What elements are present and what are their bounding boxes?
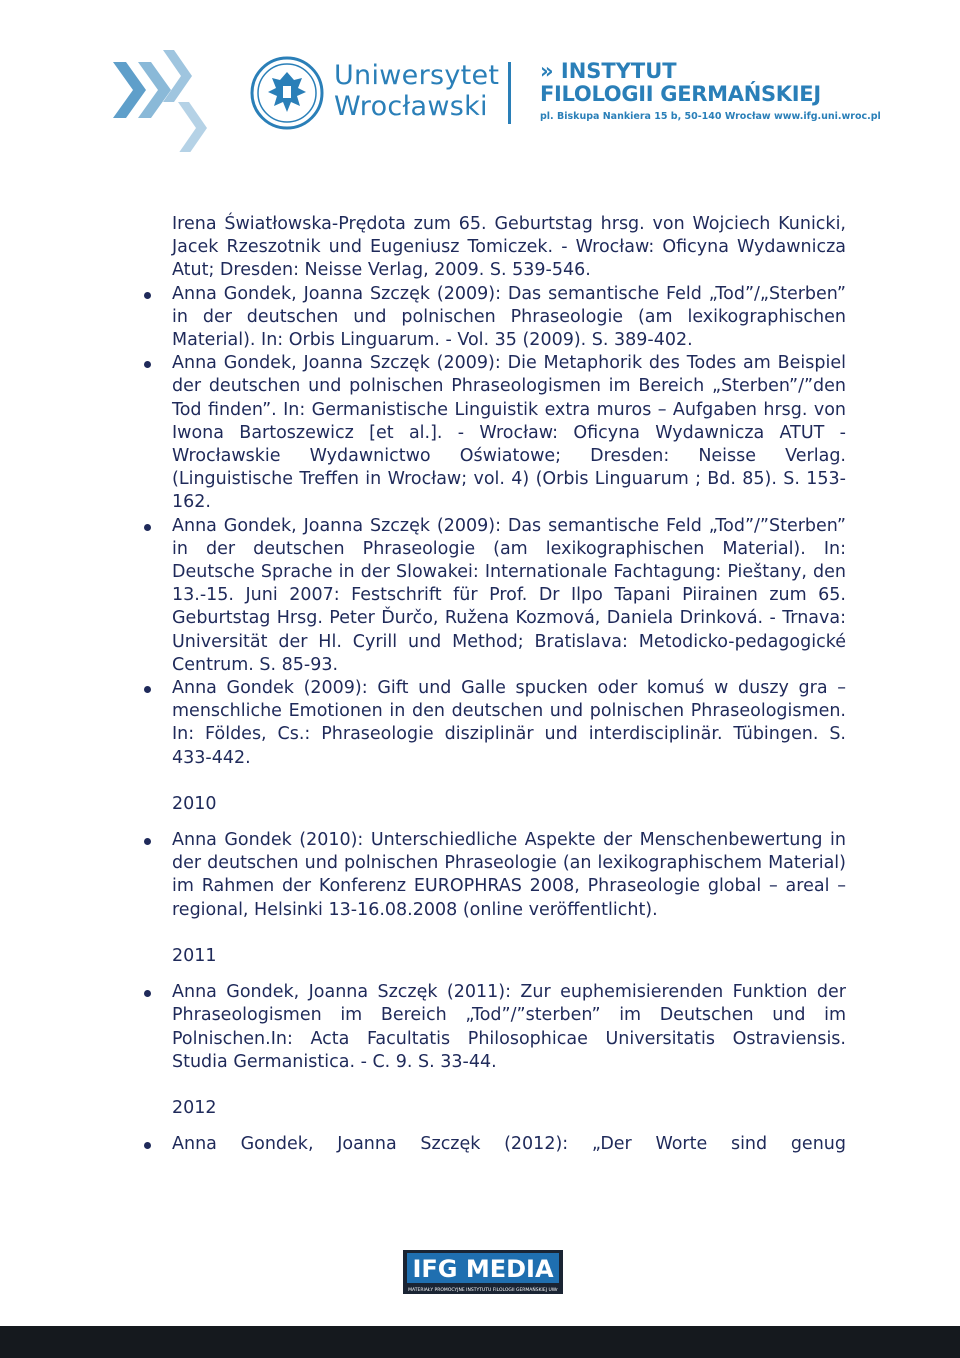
list-item-text: Anna Gondek, Joanna Szczęk (2009): Die Metaphorik des Todes am Beispiel der deutschen und polnischen Phraseologismen im Bereich „Sterben”/”den Tod finden”. In: Germanistische Linguistik extra muros – Aufgaben hrsg. von Iwona Bartoszewicz [et al.]. - Wrocław: Oficyna Wydawnicza ATUT - Wrocławskie Wydawnictwo Oświatowe; Dresden: Neisse Verlag. (Linguistische Treffen in Wrocław; vol. 4) (Orbis Linguarum ; Bd. 85). S. 153-162. (172, 353, 846, 513)
bullet-icon (144, 361, 151, 368)
university-name (334, 60, 499, 122)
list-item (172, 677, 846, 770)
chevrons-logo-icon (108, 42, 218, 152)
year-heading-2010: 2010 (172, 793, 217, 814)
list-item-text: Anna Gondek, Joanna Szczęk (2009): Das semantische Feld „Tod”/”Sterben” in der deutschen Phraseologie (am lexikographischen Material). In: Deutsche Sprache in der Slowakei: Internationale Fachtagung: Pieštany, den 13.-15. Juni 2007: Festschrift für Prof. Dr Ilpo Tapani Piirainen zum 65. Geburtstag Hrsg. Peter Ďurčo, Ružena Kozmová, Daniela Drinková. - Trnava: Universität der Hl. Cyrill und Method; Bratislava: Metodicko-pedagogické Centrum. S. 85-93. (172, 515, 846, 675)
list-item (172, 515, 846, 677)
header-divider (508, 62, 511, 124)
university-name-line1: Uniwersytet (334, 60, 500, 91)
list-2012 (172, 1133, 846, 1156)
list-2009 (172, 283, 846, 770)
list-item (172, 981, 846, 1074)
footer-logo-text: IFG MEDIA (412, 1255, 554, 1283)
institute-block (540, 59, 881, 122)
bullet-icon (144, 990, 151, 997)
bullet-icon (144, 838, 151, 845)
intro-paragraph: Irena Światłowska-Prędota zum 65. Geburtstag hrsg. von Wojciech Kunicki, Jacek Rzeszotnik und Eugeniusz Tomiczek. - Wrocław: Oficyna Wydawnicza Atut; Dresden: Neisse Verlag, 2009. S. 539-546. (172, 214, 846, 281)
page-header (0, 0, 960, 175)
list-item-text: Anna Gondek, Joanna Szczęk (2011): Zur euphemisierenden Funktion der Phraseologismen im Bereich „Tod”/”sterben” im Deutschen und im Polnischen.In: Acta Facultatis Philosophicae Universitatis Ostraviensis. Studia Germanistica. - C. 9. S. 33-44. (172, 982, 846, 1072)
university-name-line2: Wrocławski (334, 91, 488, 122)
publication-list (172, 213, 846, 1156)
year-heading-2011: 2011 (172, 945, 217, 966)
list-item-text: Anna Gondek, Joanna Szczęk (2009): Das semantische Feld „Tod”/„Sterben” in der deutschen und polnischen Phraseologie (am lexikographischen Material). In: Orbis Linguarum. - Vol. 35 (2009). S. 389-402. (172, 283, 846, 351)
footer-logo-subtext: MATERIAŁY PROMOCYJNE INSTYTUTU FILOLOGII GERMAŃSKIEJ UWr (408, 1288, 558, 1293)
institute-line1: » INSTYTUT (540, 59, 677, 83)
list-item (172, 283, 846, 353)
university-seal-icon (250, 56, 324, 130)
list-item-text: Anna Gondek, Joanna Szczęk (2012): „Der Worte sind genug (172, 1134, 846, 1155)
list-item (172, 829, 846, 922)
list-item-text: Anna Gondek (2009): Gift und Galle spucken oder komuś w duszy gra – menschliche Emotionen in den deutschen und polnischen Phraseologismen. In: Földes, Cs.: Phraseologie disziplinär und interdisciplinär. Tübingen. S. 433-442. (172, 678, 846, 768)
year-heading-2012: 2012 (172, 1097, 217, 1118)
list-2011 (172, 981, 846, 1074)
list-item (172, 1133, 846, 1156)
list-2010 (172, 829, 846, 922)
footer-bar (0, 1326, 960, 1358)
list-item (172, 352, 846, 514)
bullet-icon (144, 524, 151, 531)
ifg-media-logo-icon (403, 1250, 563, 1294)
bullet-icon (144, 1142, 151, 1149)
institute-line2: FILOLOGII GERMAŃSKIEJ (540, 82, 821, 106)
bullet-icon (144, 686, 151, 693)
bullet-icon (144, 292, 151, 299)
institute-address: pl. Biskupa Nankiera 15 b, 50-140 Wrocław www.ifg.uni.wroc.pl (540, 111, 881, 122)
list-item-text: Anna Gondek (2010): Unterschiedliche Aspekte der Menschenbewertung in der deutschen und polnischen Phraseologie (an lexikographischem Material) im Rahmen der Konferenz EUROPHRAS 2008, Phraseologie global – areal – regional, Helsinki 13-16.08.2008 (online veröffentlicht). (172, 830, 846, 920)
